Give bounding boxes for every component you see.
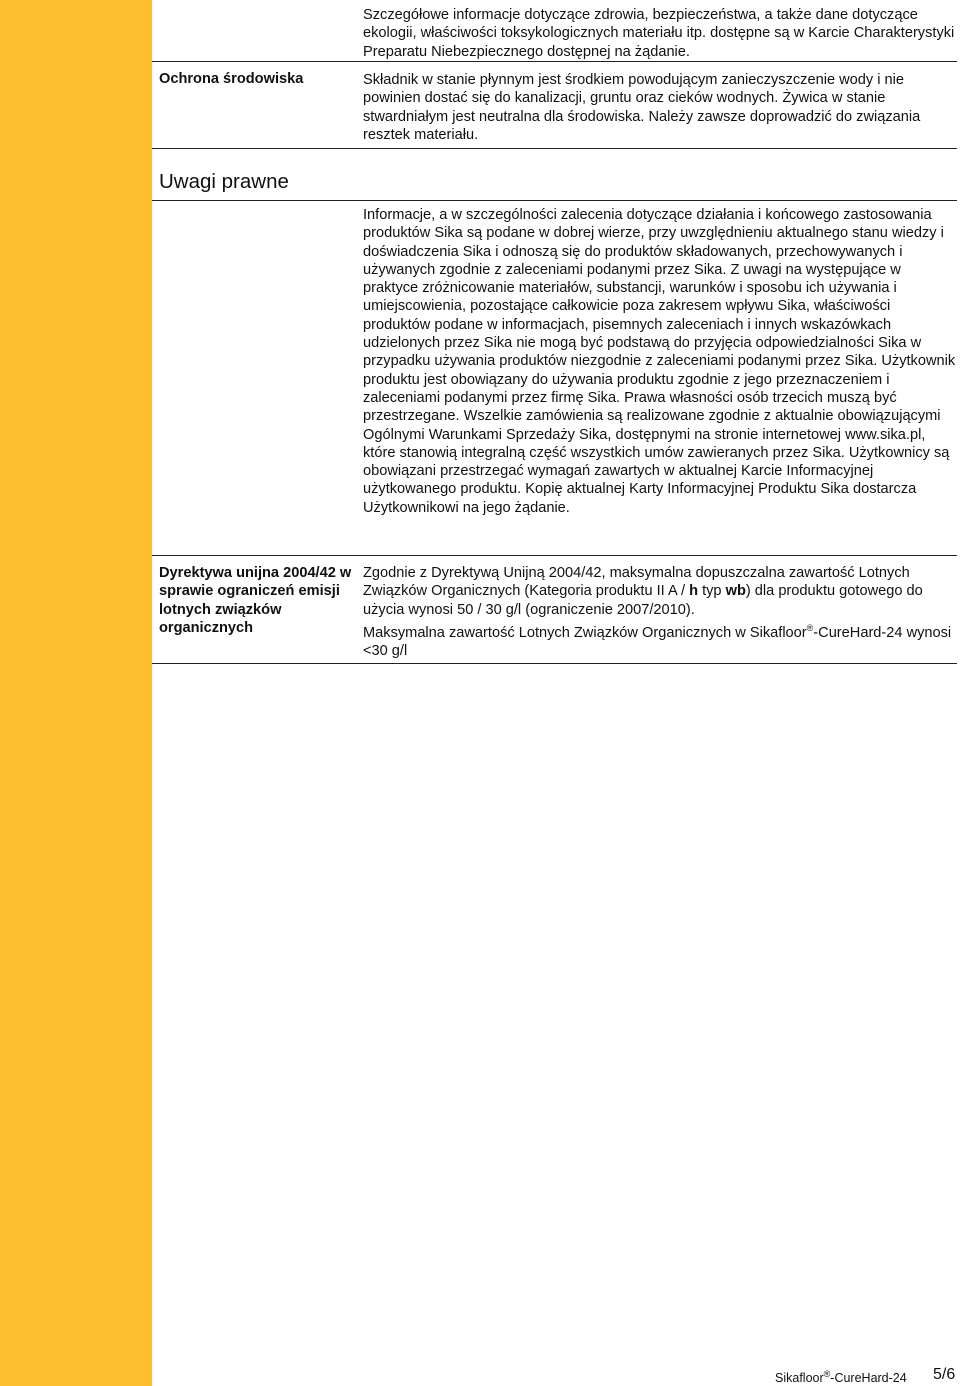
voc-text xyxy=(363,564,957,660)
environment-label: Ochrona środowiska xyxy=(159,71,304,87)
environment-text xyxy=(363,71,957,144)
footer-page-number: 5/6 xyxy=(933,1366,956,1383)
legal-paragraph: Informacje, a w szczególności zalecenia dotyczące działania i końcowego zastosowania produktów Sika są podane w dobrej wierze, przy uwzględnieniu aktualnego stanu wiedzy i doświadczenia Sika i odnoszą się do produktów składowanych, przechowywanych i używanych zgodnie z zaleceniami podanymi przez Sika. Z uwagi na występujące w praktyce zróżnicowanie materiałów, substancji, warunków i sposobu ich używania i umiejscowienia, pozostające całkowicie poza zakresem wpływu Sika, właściwości produktów podane w informacjach, pisemnych zaleceniach i innych wskazówkach udzielonych przez Sika nie mogą być podstawą do przyjęcia odpowiedzialności Sika w przypadku używania produktów niezgodnie z zaleceniami podanymi przez Sika. Użytkownik produktu jest obowiązany do używania produktu zgodnie z jego przeznaczeniem i zaleceniami podanymi przez firmę Sika. Prawa własności osób trzecich muszą być przestrzegane. Wszelkie zamówienia są realizowane zgodnie z aktualnie obowiązującymi Ogólnymi Warunkami Sprzedaży Sika, dostępnymi na stronie internetowej www.sika.pl, które stanowią integralną część wszystkich umów zawieranych przez Sika. Użytkownicy są obowiązani przestrzegać wymagań zawartych w aktualnej Karcie Informacyjnej użytkowanego produktu. Kopię aktualnej Karty Informacyjnej Produktu Sika dostarcza Użytkownikowi na jego żądanie. xyxy=(363,207,956,516)
voc-p1-part-a: Zgodnie z Dyrektywą Unijną 2004/42, maksymalna dopuszczalna zawartość Lotnych Związków Organicznych (Kategoria produktu II A / xyxy=(363,565,910,600)
divider-voc xyxy=(152,663,957,664)
divider-environment xyxy=(152,148,957,149)
footer-product-b: -CureHard-24 xyxy=(830,1371,907,1385)
footer-registered-mark: ® xyxy=(823,1368,831,1379)
legal-text xyxy=(363,206,957,517)
top-continuation-text xyxy=(363,6,957,61)
side-accent-bar xyxy=(0,0,152,1386)
voc-paragraph-1 xyxy=(363,564,957,619)
divider-legal xyxy=(152,555,957,556)
voc-paragraph-2 xyxy=(363,624,957,661)
divider-legal-heading xyxy=(152,200,957,201)
voc-p2-part-a: Maksymalna zawartość Lotnych Związków Organicznych w Sikafloor xyxy=(363,624,807,641)
voc-p1-part-b: typ xyxy=(698,583,726,600)
environment-paragraph: Składnik w stanie płynnym jest środkiem powodującym zanieczyszczenie wody i nie powinien dostać się do kanalizacji, gruntu oraz cieków wodnych. Żywica w stanie stwardniałym jest neutralna dla środowiska. Należy zawsze doprowadzić do związania resztek materiału. xyxy=(363,72,921,143)
voc-p1-part-c: ) dla produktu gotowego do użycia wynosi 50 / 30 g/l (ograniczenie 2007/2010). xyxy=(363,583,923,618)
voc-p2-registered-mark: ® xyxy=(806,623,814,634)
footer-product-a: Sikafloor xyxy=(775,1371,824,1385)
voc-p1-wb: wb xyxy=(725,583,746,600)
divider-top xyxy=(152,61,957,62)
top-continuation-paragraph: Szczegółowe informacje dotyczące zdrowia, bezpieczeństwa, a także dane dotyczące ekologii, właściwości toksykologicznych materiału itp. dostępne są w Karcie Charakterystyki Preparatu Niebezpiecznego dostępnej na żądanie. xyxy=(363,7,955,60)
voc-label: Dyrektywa unijna 2004/42 w sprawie ograniczeń emisji lotnych związków organicznych xyxy=(159,565,352,636)
legal-heading: Uwagi prawne xyxy=(159,170,289,193)
footer-product-name xyxy=(775,1368,907,1385)
voc-p1-h: h xyxy=(689,583,699,600)
voc-p2-part-b: -CureHard-24 wynosi <30 g/l xyxy=(363,624,952,660)
